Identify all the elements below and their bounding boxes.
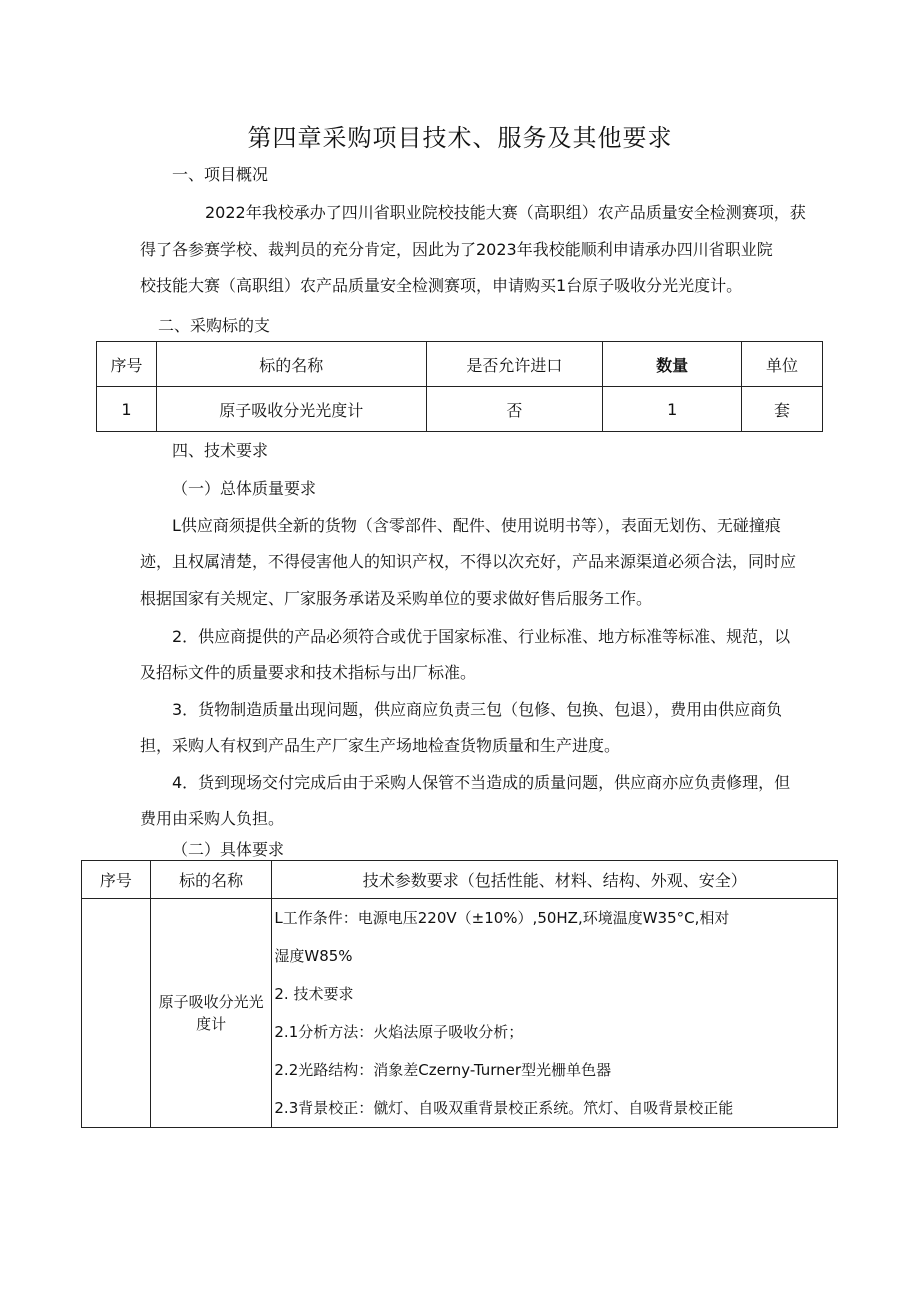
- spec-row: [82, 899, 838, 1128]
- cell-index: 1: [97, 387, 157, 432]
- spec-param-line: 2. 技术要求: [274, 985, 354, 1003]
- spec-col-params: 技术参数要求（包括性能、材料、结构、外观、安全）: [272, 861, 838, 899]
- item4-line-1: 4．货到现场交付完成后由于采购人保管不当造成的质量问题，供应商亦应负责修理，但: [172, 773, 791, 792]
- spec-param-line: 2.3背景校正：僦灯、自吸双重背景校正系统。笊灯、自吸背景校正能: [274, 1099, 734, 1117]
- sub1-heading: （一）总体质量要求: [172, 479, 317, 498]
- table-row: [97, 387, 823, 432]
- section2-heading: 二、采购标的支: [158, 316, 271, 335]
- cell-unit: 套: [742, 387, 823, 432]
- section4-heading: 四、技术要求: [172, 441, 269, 460]
- overview-line-1: 2022年我校承办了四川省职业院校技能大赛（高职组）农产品质量安全检测赛项，获: [205, 203, 806, 222]
- item1-line-2: 迹，且权属清楚，不得侵害他人的知识产权，不得以次充好，产品来源渠道必须合法，同时应: [140, 552, 797, 571]
- spec-cell-name: [150, 899, 272, 1128]
- spec-param-line: 湿度W85%: [274, 947, 353, 965]
- col-header-unit: 单位: [742, 342, 823, 387]
- spec-cell-params: [272, 899, 838, 1128]
- item2-line-2: 及招标文件的质量要求和技术指标与出厂标准。: [140, 663, 477, 682]
- overview-line-2: 得了各参赛学校、裁判员的充分肯定，因此为了2023年我校能顺利申请承办四川省职业院: [140, 240, 773, 259]
- col-header-index: 序号: [97, 342, 157, 387]
- spec-cell-index: [82, 899, 151, 1128]
- spec-param-line: 2.1分析方法：火焰法原子吸收分析；: [274, 1023, 524, 1041]
- item1-line-3: 根据国家有关规定、厂家服务承诺及采购单位的要求做好售后服务工作。: [140, 589, 653, 608]
- spec-header-row: [82, 861, 838, 899]
- spec-table: [81, 860, 838, 1128]
- item2-line-1: 2．供应商提供的产品必须符合或优于国家标准、行业标准、地方标准等标准、规范，以: [172, 627, 791, 646]
- cell-quantity: 1: [603, 387, 742, 432]
- spec-col-index: 序号: [82, 861, 151, 899]
- spec-col-name: 标的名称: [150, 861, 272, 899]
- col-header-quantity: 数量: [603, 342, 742, 387]
- procurement-table: [96, 341, 823, 432]
- spec-param-line: 2.2光路结构：消象差Czerny-Turner型光栅单色器: [274, 1061, 612, 1079]
- overview-line-3: 校技能大赛（高职组）农产品质量安全检测赛项，申请购买1台原子吸收分光光度计。: [140, 276, 743, 295]
- col-header-name: 标的名称: [156, 342, 426, 387]
- section1-heading: 一、项目概况: [172, 165, 269, 184]
- item3-line-2: 担，采购人有权到产品生产厂家生产场地检查货物质量和生产进度。: [140, 736, 621, 755]
- col-header-import: 是否允许进口: [426, 342, 603, 387]
- item4-line-2: 费用由采购人负担。: [140, 809, 285, 828]
- cell-name: 原子吸收分光光度计: [156, 387, 426, 432]
- spec-param-line: L工作条件：电源电压220V（±10%）,50HZ,环境温度W35°C,相对: [274, 909, 730, 927]
- item3-line-1: 3．货物制造质量出现问题，供应商应负责三包（包修、包换、包退），费用由供应商负: [172, 700, 783, 719]
- item1-line-1: L供应商须提供全新的货物（含零部件、配件、使用说明书等），表面无划伤、无碰撞痕: [172, 516, 781, 535]
- spec-name-line: 原子吸收分光光: [158, 993, 264, 1011]
- table-header-row: [97, 342, 823, 387]
- spec-name-line: 度计: [196, 1015, 227, 1033]
- sub2-heading: （二）具体要求: [172, 840, 285, 859]
- cell-import: 否: [426, 387, 603, 432]
- page-title: 第四章采购项目技术、服务及其他要求: [247, 124, 673, 152]
